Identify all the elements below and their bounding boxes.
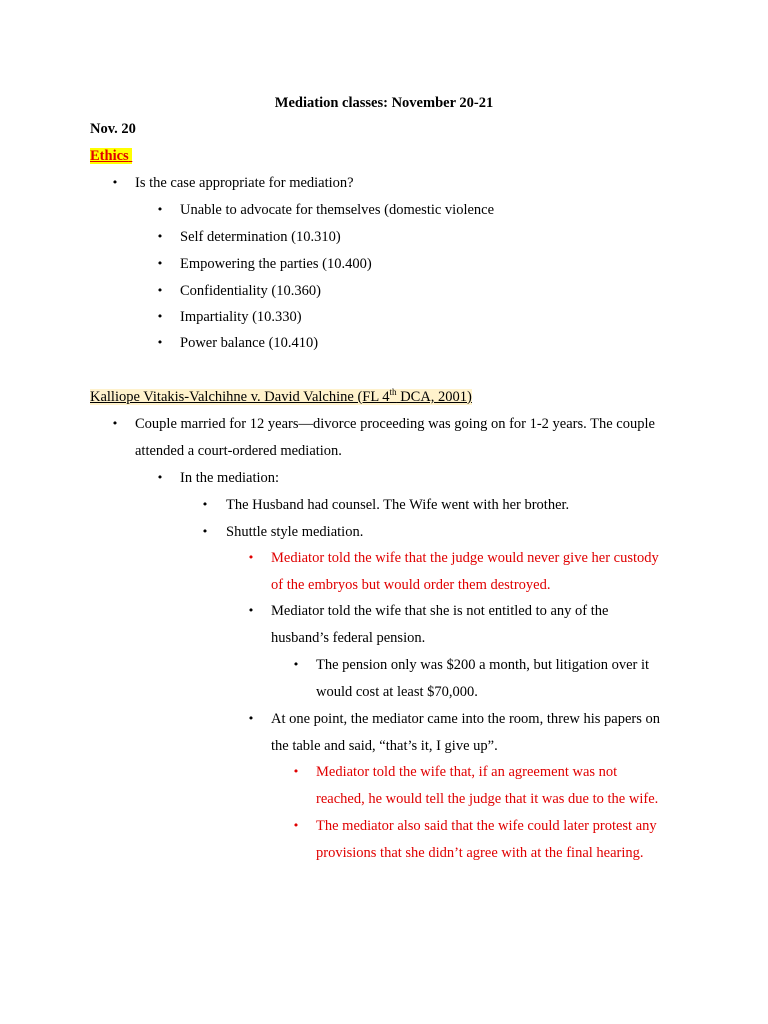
giveup-note-line: the table and said, “that’s it, I give up”. xyxy=(271,738,498,754)
bullet-icon: • xyxy=(156,471,164,484)
ethics-item: Empowering the parties (10.400) xyxy=(180,256,372,272)
bullet-icon: • xyxy=(111,417,119,430)
in-mediation-label: In the mediation: xyxy=(180,470,280,486)
bullet-icon: • xyxy=(201,525,209,538)
bullet-icon: • xyxy=(111,176,119,189)
ethics-item: Power balance (10.410) xyxy=(180,335,319,351)
bullet-icon: • xyxy=(156,336,164,349)
ethics-item: Impartiality (10.330) xyxy=(180,309,302,325)
bullet-icon: • xyxy=(156,310,164,323)
bullet-icon: • xyxy=(292,658,300,671)
pension-cost-line: The pension only was $200 a month, but litigation over it xyxy=(316,657,650,673)
date-heading: Nov. 20 xyxy=(90,121,136,137)
blame-note-line: reached, he would tell the judge that it was due to the wife. xyxy=(316,791,659,807)
pension-cost-line: would cost at least $70,000. xyxy=(316,684,478,700)
embryos-note-line: Mediator told the wife that the judge would never give her custody xyxy=(271,550,659,566)
section-heading-ethics xyxy=(90,146,132,166)
bullet-icon: • xyxy=(156,230,164,243)
case-title-part1: Kalliope Vitakis-Valchihne v. David Valchine (FL 4 xyxy=(90,389,390,405)
pension-note-line: Mediator told the wife that she is not entitled to any of the xyxy=(271,603,609,619)
case-summary-line: Couple married for 12 years—divorce proceeding was going on for 1-2 years. The couple xyxy=(135,416,655,432)
bullet-icon: • xyxy=(247,604,255,617)
blame-note-line: Mediator told the wife that, if an agreement was not xyxy=(316,764,618,780)
bullet-icon: • xyxy=(156,257,164,270)
case-title-superscript: th xyxy=(389,387,397,398)
bullet-icon: • xyxy=(247,712,255,725)
bullet-icon: • xyxy=(201,498,209,511)
pension-note-line: husband’s federal pension. xyxy=(271,630,426,646)
case-summary-line: attended a court-ordered mediation. xyxy=(135,443,342,459)
document-title: Mediation classes: November 20-21 xyxy=(274,95,494,111)
bullet-icon: • xyxy=(292,765,300,778)
bullet-icon: • xyxy=(247,551,255,564)
bullet-icon: • xyxy=(156,284,164,297)
bullet-icon: • xyxy=(292,819,300,832)
protest-note-line: The mediator also said that the wife could later protest any xyxy=(316,818,657,834)
bullet-icon: • xyxy=(156,203,164,216)
counsel-note: The Husband had counsel. The Wife went with her brother. xyxy=(226,497,570,513)
ethics-question: Is the case appropriate for mediation? xyxy=(135,175,354,191)
ethics-item: Confidentiality (10.360) xyxy=(180,283,321,299)
ethics-heading-text: Ethics xyxy=(90,148,129,164)
ethics-item: Unable to advocate for themselves (domestic violence xyxy=(180,202,495,218)
protest-note-line: provisions that she didn’t agree with at the final hearing. xyxy=(316,845,644,861)
case-title-part2: DCA, 2001) xyxy=(396,389,472,405)
shuttle-note: Shuttle style mediation. xyxy=(226,524,364,540)
embryos-note-line: of the embryos but would order them destroyed. xyxy=(271,577,551,593)
case-title xyxy=(90,387,472,407)
ethics-item: Self determination (10.310) xyxy=(180,229,341,245)
giveup-note-line: At one point, the mediator came into the room, threw his papers on xyxy=(271,711,660,727)
